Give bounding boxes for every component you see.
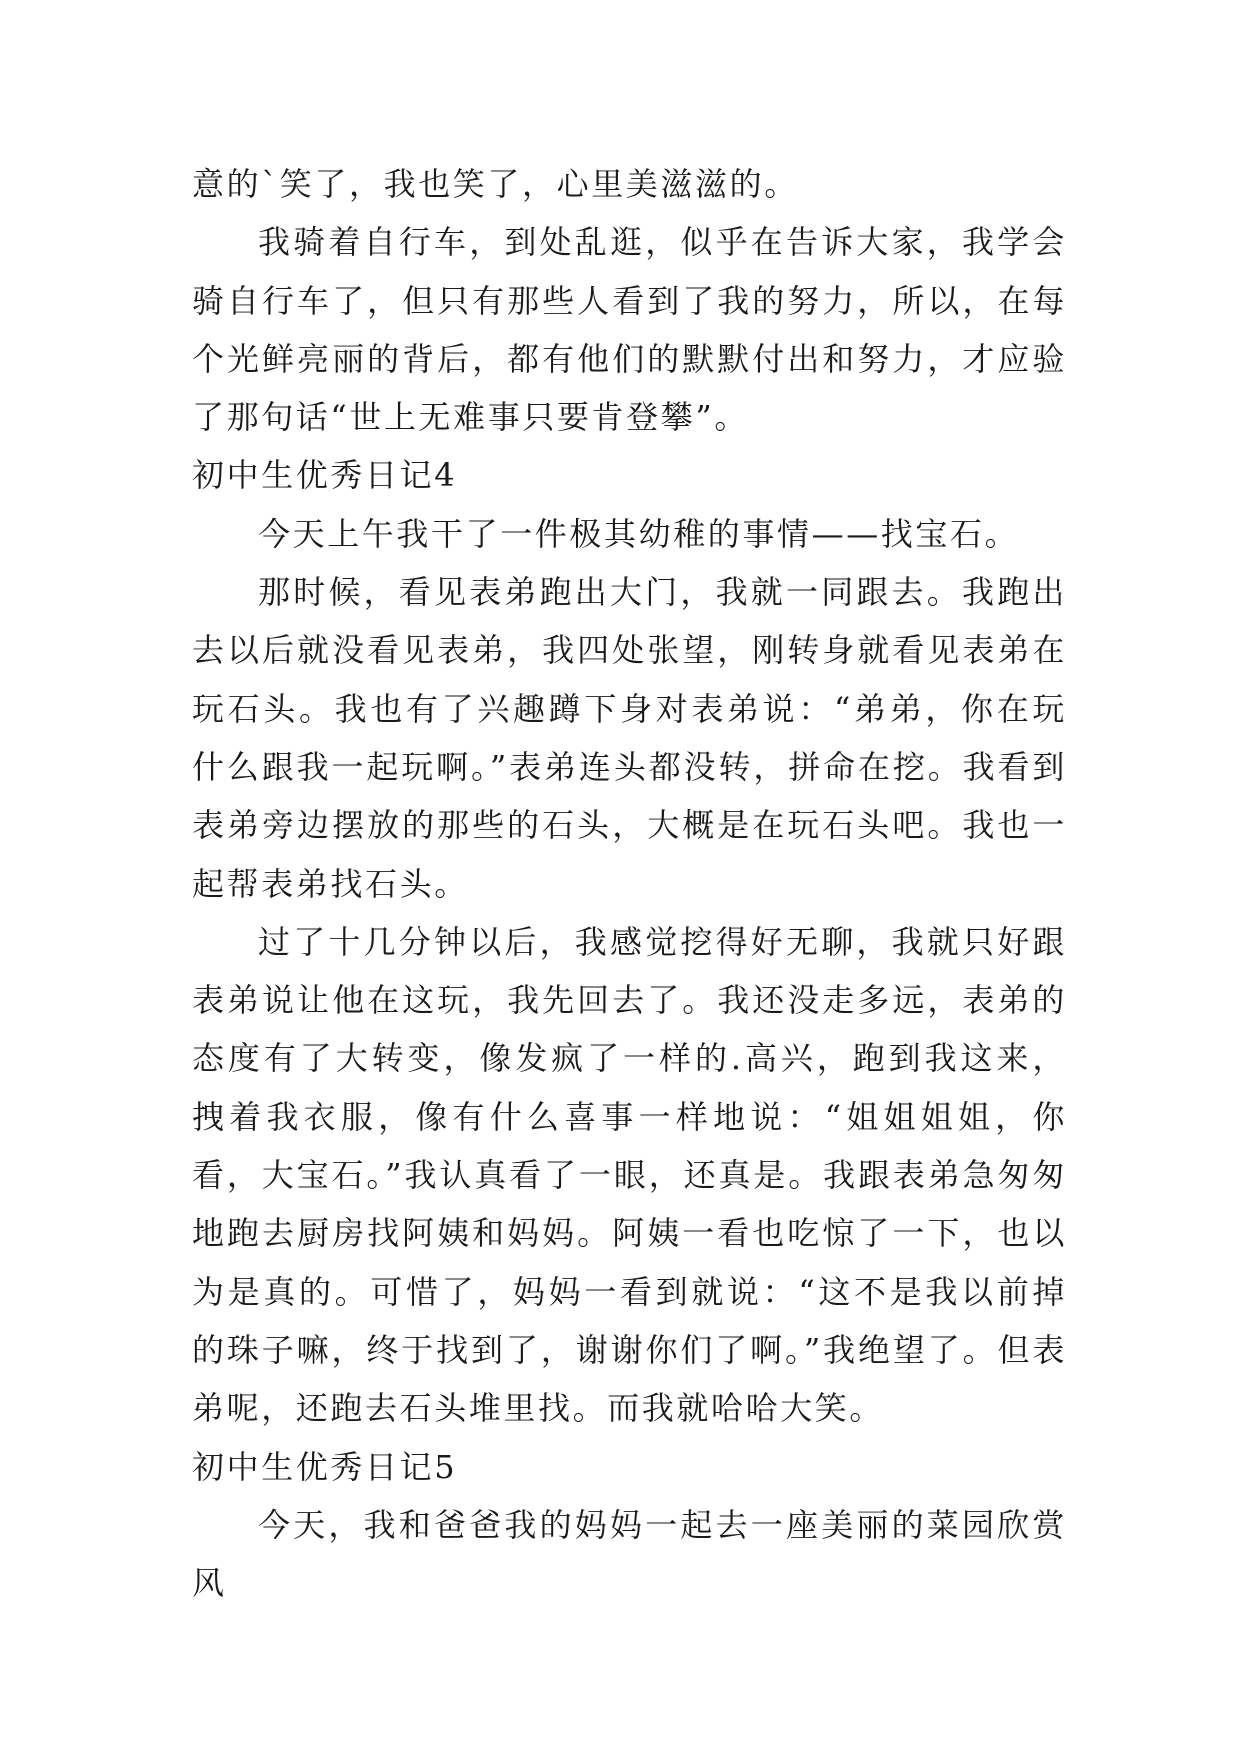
- paragraph: 今天，我和爸爸我的妈妈一起去一座美丽的菜园欣赏风: [192, 1505, 1067, 1603]
- section-heading: 初中生优秀日记4: [192, 456, 458, 495]
- paragraph: 我骑着自行车，到处乱逛，似乎在告诉大家，我学会骑自行车了，但只有那些人看到了我的努力，所以，在每个光鲜亮丽的背后，都有他们的默默付出和努力，才应验了那句话“世上无难事只要肯登攀”。: [192, 223, 1067, 437]
- paragraph: 那时候，看见表弟跑出大门，我就一同跟去。我跑出去以后就没看见表弟，我四处张望，刚转身就看见表弟在玩石头。我也有了兴趣蹲下身对表弟说：“弟弟，你在玩什么跟我一起玩啊。”表弟连头都没转，拼命在挖。我看到表弟旁边摆放的那些的石头，大概是在玩石头吧。我也一起帮表弟找石头。: [192, 573, 1067, 903]
- document-body: [192, 155, 1067, 1612]
- section-heading: 初中生优秀日记5: [192, 1447, 458, 1486]
- paragraph: 今天上午我干了一件极其幼稚的事情——找宝石。: [258, 514, 1020, 553]
- paragraph: 意的`笑了，我也笑了，心里美滋滋的。: [192, 165, 799, 203]
- paragraph: 过了十几分钟以后，我感觉挖得好无聊，我就只好跟表弟说让他在这玩，我先回去了。我还没走多远，表弟的态度有了大转变，像发疯了一样的.高兴，跑到我这来，拽着我衣服，像有什么喜事一样地说：“姐姐姐姐，你看，大宝石。”我认真看了一眼，还真是。我跟表弟急匆匆地跑去厨房找阿姨和妈妈。阿姨一看也吃惊了一下，也以为是真的。可惜了，妈妈一看到就说：“这不是我以前掉的珠子嘛，终于找到了，谢谢你们了啊。”我绝望了。但表弟呢，还跑去石头堆里找。而我就哈哈大笑。: [192, 922, 1067, 1428]
